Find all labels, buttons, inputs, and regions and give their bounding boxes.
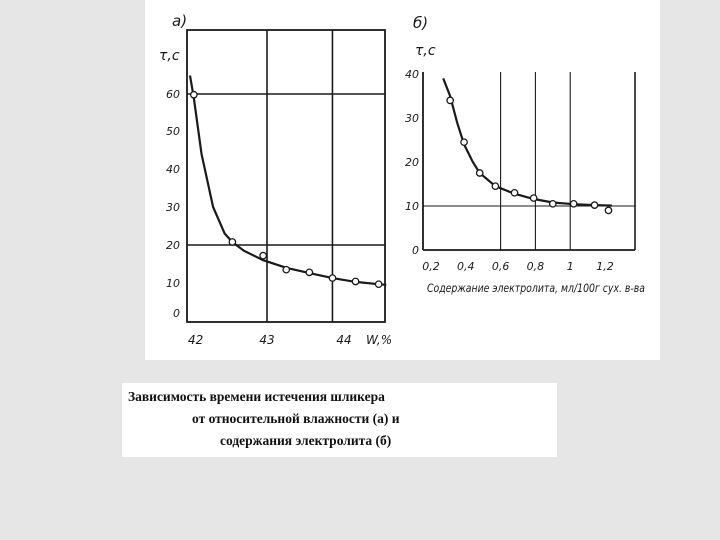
caption-line-2: от относительной влажности (а) и: [192, 411, 400, 426]
panel-a-label: а): [172, 12, 188, 30]
panel-b-ylabel: τ,c: [415, 43, 436, 59]
panel-a-ytick-50: 50: [166, 125, 180, 138]
panel-b-point-3: [492, 183, 498, 189]
panel-a-point-4: [306, 269, 312, 275]
panel-a-ytick-40: 40: [166, 163, 180, 176]
panel-a-ytick-60: 60: [166, 88, 180, 101]
panel-a-xtick-42: 42: [188, 333, 204, 347]
panel-b-label: б): [413, 14, 429, 32]
panel-b-ytick-30: 30: [405, 112, 419, 125]
panel-b-xtick-1: 1: [566, 260, 574, 273]
panel-b-ytick-20: 20: [405, 156, 419, 169]
panel-a-ytick-10: 10: [166, 277, 180, 290]
figure-scan: [145, 0, 660, 360]
caption-line-3: содержания электролита (б): [220, 433, 392, 448]
panel-b-curve: [443, 78, 612, 205]
panel-a-point-5: [329, 275, 335, 281]
panel-b-xlabel: Содержание электролита, мл/100г сух. в-ва: [427, 281, 645, 295]
panel-a-ytick-0: 0: [173, 307, 180, 320]
panel-b-ytick-10: 10: [405, 200, 419, 213]
panel-b-point-6: [550, 201, 556, 207]
panel-b-xtick-1,2: 1,2: [596, 260, 614, 273]
panel-a-xtick-43: 43: [259, 333, 275, 347]
panel-b-ytick-0: 0: [412, 244, 419, 257]
panel-b-point-0: [447, 97, 453, 103]
panel-b-point-4: [511, 190, 517, 196]
panel-a-xtick-44: 44: [336, 333, 352, 347]
panel-a-point-3: [283, 267, 289, 273]
panel-a-point-6: [352, 278, 358, 284]
panel-a-point-7: [375, 281, 381, 287]
panel-b-point-9: [605, 207, 611, 213]
panel-a-curve: [190, 76, 386, 285]
panel-a-ylabel: τ,c: [159, 48, 180, 64]
panel-a-ytick-30: 30: [166, 201, 180, 214]
panel-b-xtick-0,2: 0,2: [422, 260, 440, 273]
panel-a-point-2: [260, 252, 266, 258]
panel-a-point-0: [191, 92, 197, 98]
figure-caption: [122, 383, 557, 457]
panel-b-point-5: [530, 195, 536, 201]
panel-b-xtick-0,8: 0,8: [526, 260, 545, 273]
panel-b-point-7: [570, 201, 576, 207]
panel-b-ytick-40: 40: [405, 68, 419, 81]
panel-a-ytick-20: 20: [166, 239, 180, 252]
panel-b-xtick-0,4: 0,4: [457, 260, 475, 273]
caption-line-1: Зависимость времени истечения шликера: [128, 389, 385, 404]
panel-b-point-8: [591, 202, 597, 208]
panel-b-point-1: [461, 139, 467, 145]
panel-b-point-2: [477, 170, 483, 176]
panel-a-point-1: [229, 239, 235, 245]
panel-b-xtick-0,6: 0,6: [491, 260, 510, 273]
figure-svg: [145, 0, 660, 360]
panel-a-xlabel: W,%: [366, 333, 393, 347]
